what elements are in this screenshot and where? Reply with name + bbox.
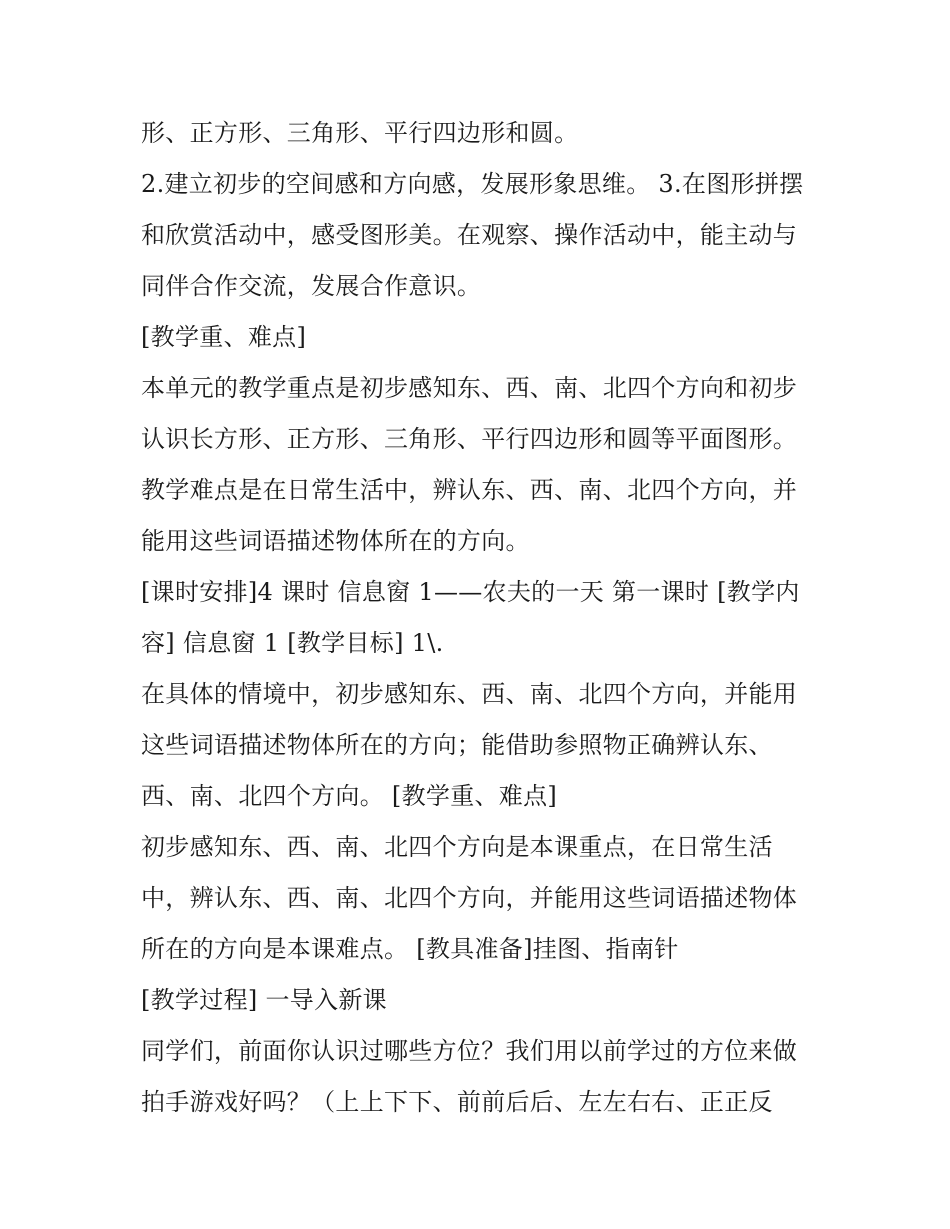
text-line: 本单元的教学重点是初步感知东、西、南、北四个方向和初步 <box>141 374 798 402</box>
document-body <box>141 108 821 1128</box>
section-heading: [教学重、难点] <box>141 323 307 351</box>
text-line: 在具体的情境中，初步感知东、西、南、北四个方向，并能用 <box>141 680 798 708</box>
text-line: 所在的方向是本课难点。 [教具准备]挂图、指南针 <box>141 935 679 963</box>
text-line: 西、南、北四个方向。 [教学重、难点] <box>141 782 558 810</box>
text-line: 认识长方形、正方形、三角形、平行四边形和圆等平面图形。 <box>141 425 798 453</box>
text-line: 能用这些词语描述物体所在的方向。 <box>141 527 530 555</box>
text-line: [课时安排]4 课时 信息窗 1——农夫的一天 第一课时 [教学内 <box>141 578 800 606</box>
text-line: 2.建立初步的空间感和方向感，发展形象思维。 3.在图形拼摆 <box>141 170 804 198</box>
section-heading: [教学过程] 一导入新课 <box>141 986 387 1014</box>
text-line: 同伴合作交流，发展合作意识。 <box>141 272 482 300</box>
text-line: 这些词语描述物体所在的方向；能借助参照物正确辨认东、 <box>141 731 773 759</box>
text-line: 同学们，前面你认识过哪些方位？我们用以前学过的方位来做 <box>141 1037 798 1065</box>
text-line: 容] 信息窗 1 [教学目标] 1\. <box>141 629 444 657</box>
text-line: 中，辨认东、西、南、北四个方向，并能用这些词语描述物体 <box>141 884 798 912</box>
text-line: 初步感知东、西、南、北四个方向是本课重点，在日常生活 <box>141 833 773 861</box>
text-line: 教学难点是在日常生活中，辨认东、西、南、北四个方向，并 <box>141 476 798 504</box>
text-line: 拍手游戏好吗？（上上下下、前前后后、左左右右、正正反 <box>141 1088 773 1116</box>
text-line: 和欣赏活动中，感受图形美。在观察、操作活动中，能主动与 <box>141 221 798 249</box>
text-line: 形、正方形、三角形、平行四边形和圆。 <box>141 119 579 147</box>
